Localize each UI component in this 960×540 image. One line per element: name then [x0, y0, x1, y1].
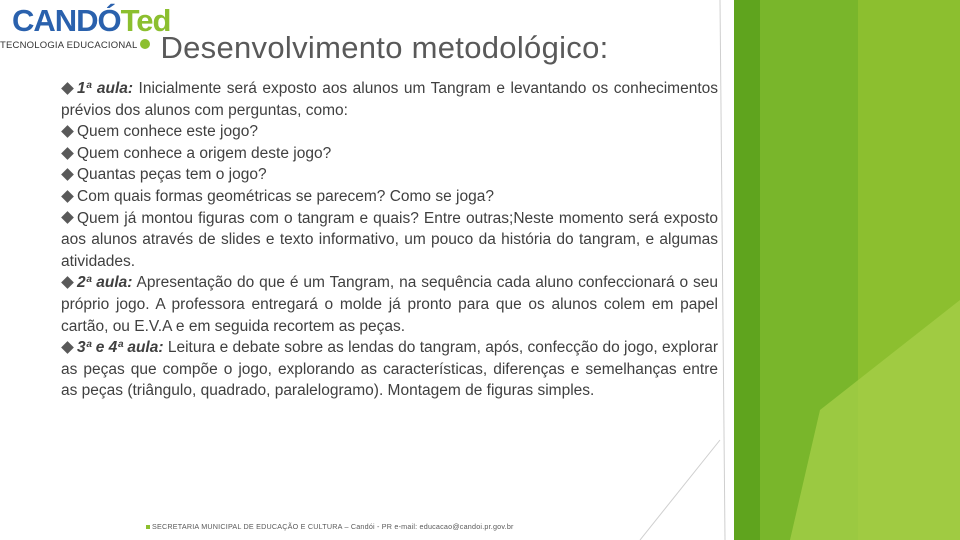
diamond-bullet-icon — [61, 82, 74, 95]
paragraph — [61, 164, 718, 186]
paragraph-text: Inicialmente será exposto aos alunos um Tangram e levantando os conhecimentos prévios dos alunos com perguntas, como: — [61, 80, 719, 119]
paragraph — [61, 186, 718, 208]
diamond-bullet-icon — [61, 147, 74, 160]
paragraph-text: Quantas peças tem o jogo? — [77, 166, 267, 184]
paragraph-text: Apresentação do que é um Tangram, na sequência cada aluno confeccionará o seu próprio jogo. A professora entregará o molde já pronto para que os alunos colem em papel cartão, ou E.V.A e em seguida recortem as peças. — [61, 274, 719, 335]
diamond-bullet-icon — [61, 276, 74, 289]
diamond-bullet-icon — [61, 212, 74, 225]
slide-body — [61, 78, 718, 402]
paragraph-text: Quem conhece este jogo? — [77, 123, 258, 141]
paragraph — [61, 143, 718, 165]
diamond-bullet-icon — [61, 168, 74, 181]
footer — [146, 522, 514, 531]
paragraph — [61, 121, 718, 143]
title-row — [140, 30, 609, 70]
paragraph — [61, 78, 718, 121]
paragraph-lead: 1ª aula: — [77, 80, 134, 97]
paragraph-text: Quem já montou figuras com o tangram e quais? Entre outras;Neste momento será exposto aos alunos através de slides e texto informativo, um pouco da história do tangram, e algumas atividades. — [61, 209, 718, 270]
diamond-bullet-icon — [61, 341, 74, 354]
footer-text: SECRETARIA MUNICIPAL DE EDUCAÇÃO E CULTURA – Candói - PR e-mail: educacao@candoi.pr.gov.br — [152, 522, 514, 531]
logo-subtitle: TECNOLOGIA EDUCACIONAL — [0, 40, 138, 51]
slide-title: Desenvolvimento metodológico: — [160, 30, 609, 65]
paragraph-lead: 2ª aula: — [77, 274, 133, 292]
paragraph-text: Leitura e debate sobre as lendas do tangram, após, confecção do jogo, explorar as peças que compõe o jogo, explorando as características, diferenças e semelhanças entre as peças (triângulo, quadrado, paralelogramo). Montagem de figuras simples. — [61, 339, 718, 400]
paragraph-text: Com quais formas geométricas se parecem? Como se joga? — [77, 187, 494, 205]
footer-bullet-icon — [146, 525, 150, 529]
diamond-bullet-icon — [61, 125, 74, 138]
paragraph — [61, 272, 718, 337]
logo-wordmark: CANDÓTed — [12, 3, 171, 38]
paragraph-lead: 3ª e 4ª aula: — [77, 339, 164, 357]
logo — [0, 3, 171, 54]
diamond-bullet-icon — [61, 190, 74, 203]
paragraph-text: Quem conhece a origem deste jogo? — [77, 144, 332, 162]
paragraph — [61, 208, 718, 273]
paragraph — [61, 337, 718, 402]
green-dot-icon — [140, 39, 150, 49]
